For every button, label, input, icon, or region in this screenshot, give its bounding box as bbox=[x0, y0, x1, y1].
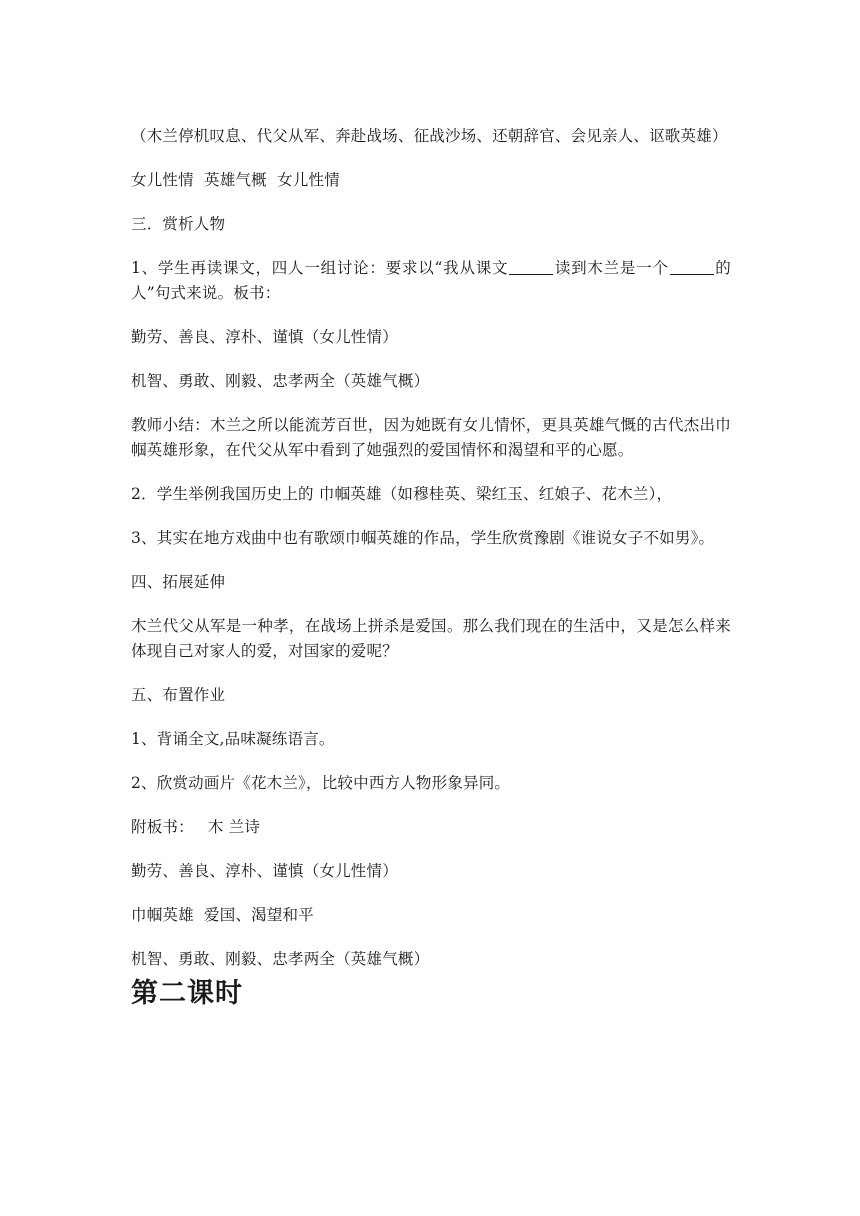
appendix-poem-title: 木 兰诗 bbox=[207, 818, 261, 836]
extension-question-paragraph: 木兰代父从军是一种孝，在战场上拼杀是爱国。那么我们现在的生活中，又是怎么样来体现自己对家人的爱，对国家的爱呢？ bbox=[131, 617, 731, 660]
story-sequence-paragraph: （木兰停机叹息、代父从军、奔赴战场、征战沙场、还朝辞官、会见亲人、讴歌英雄） bbox=[131, 127, 728, 145]
board-feminine-traits: 勤劳、善良、淳朴、谨慎（女儿性情） bbox=[131, 328, 398, 346]
homework-item-1: 1、背诵全文,品味凝练语言。 bbox=[131, 730, 335, 748]
fill-blank-1 bbox=[509, 258, 553, 275]
instruction-part-3: 的人”句式来说。板书： bbox=[131, 259, 732, 302]
character-traits-text: 女儿性情 英雄气概 女儿性情 bbox=[131, 171, 340, 189]
discussion-instruction-paragraph bbox=[131, 256, 731, 306]
teacher-summary-paragraph: 教师小结：木兰之所以能流芳百世，因为她既有女儿情怀，更具英雄气慨的古代杰出巾帼英雄形象，在代父从军中看到了她强烈的爱国情怀和渴望和平的心愿。 bbox=[131, 416, 731, 459]
character-traits-line bbox=[131, 168, 731, 193]
appendix-heroic-traits: 机智、勇敢、刚毅、忠孝两全（英雄气概） bbox=[131, 950, 430, 968]
opera-appreciation-paragraph: 3、其实在地方戏曲中也有歌颂巾帼英雄的作品，学生欣赏豫剧《谁说女子不如男》。 bbox=[131, 529, 715, 547]
instruction-part-1: 1、学生再读课文，四人一组讨论：要求以“我从课文 bbox=[131, 259, 509, 277]
appendix-heroine-line bbox=[131, 903, 731, 928]
document-body bbox=[131, 124, 731, 1012]
section-heading-extension: 四、拓展延伸 bbox=[131, 573, 226, 591]
board-heroic-traits: 机智、勇敢、刚毅、忠孝两全（英雄气概） bbox=[131, 372, 430, 390]
appendix-feminine-traits: 勤劳、善良、淳朴、谨慎（女儿性情） bbox=[131, 862, 398, 880]
homework-item-2: 2、欣赏动画片《花木兰》，比较中西方人物形象异同。 bbox=[131, 774, 511, 792]
section-heading-homework: 五、布置作业 bbox=[131, 686, 226, 704]
lesson-two-heading: 第二课时 bbox=[131, 978, 243, 1009]
instruction-part-2: 读到木兰是一个 bbox=[554, 259, 669, 277]
appendix-board-title bbox=[131, 815, 731, 840]
section-heading-analyze-character: 三．赏析人物 bbox=[131, 215, 226, 233]
fill-blank-2 bbox=[670, 258, 714, 275]
appendix-label: 附板书： bbox=[131, 818, 194, 836]
appendix-heroine-text: 巾帼英雄 爱国、渴望和平 bbox=[131, 906, 314, 924]
heroine-examples-paragraph: 2．学生举例我国历史上的 巾帼英雄（如穆桂英、梁红玉、红娘子、花木兰）， bbox=[131, 485, 673, 503]
